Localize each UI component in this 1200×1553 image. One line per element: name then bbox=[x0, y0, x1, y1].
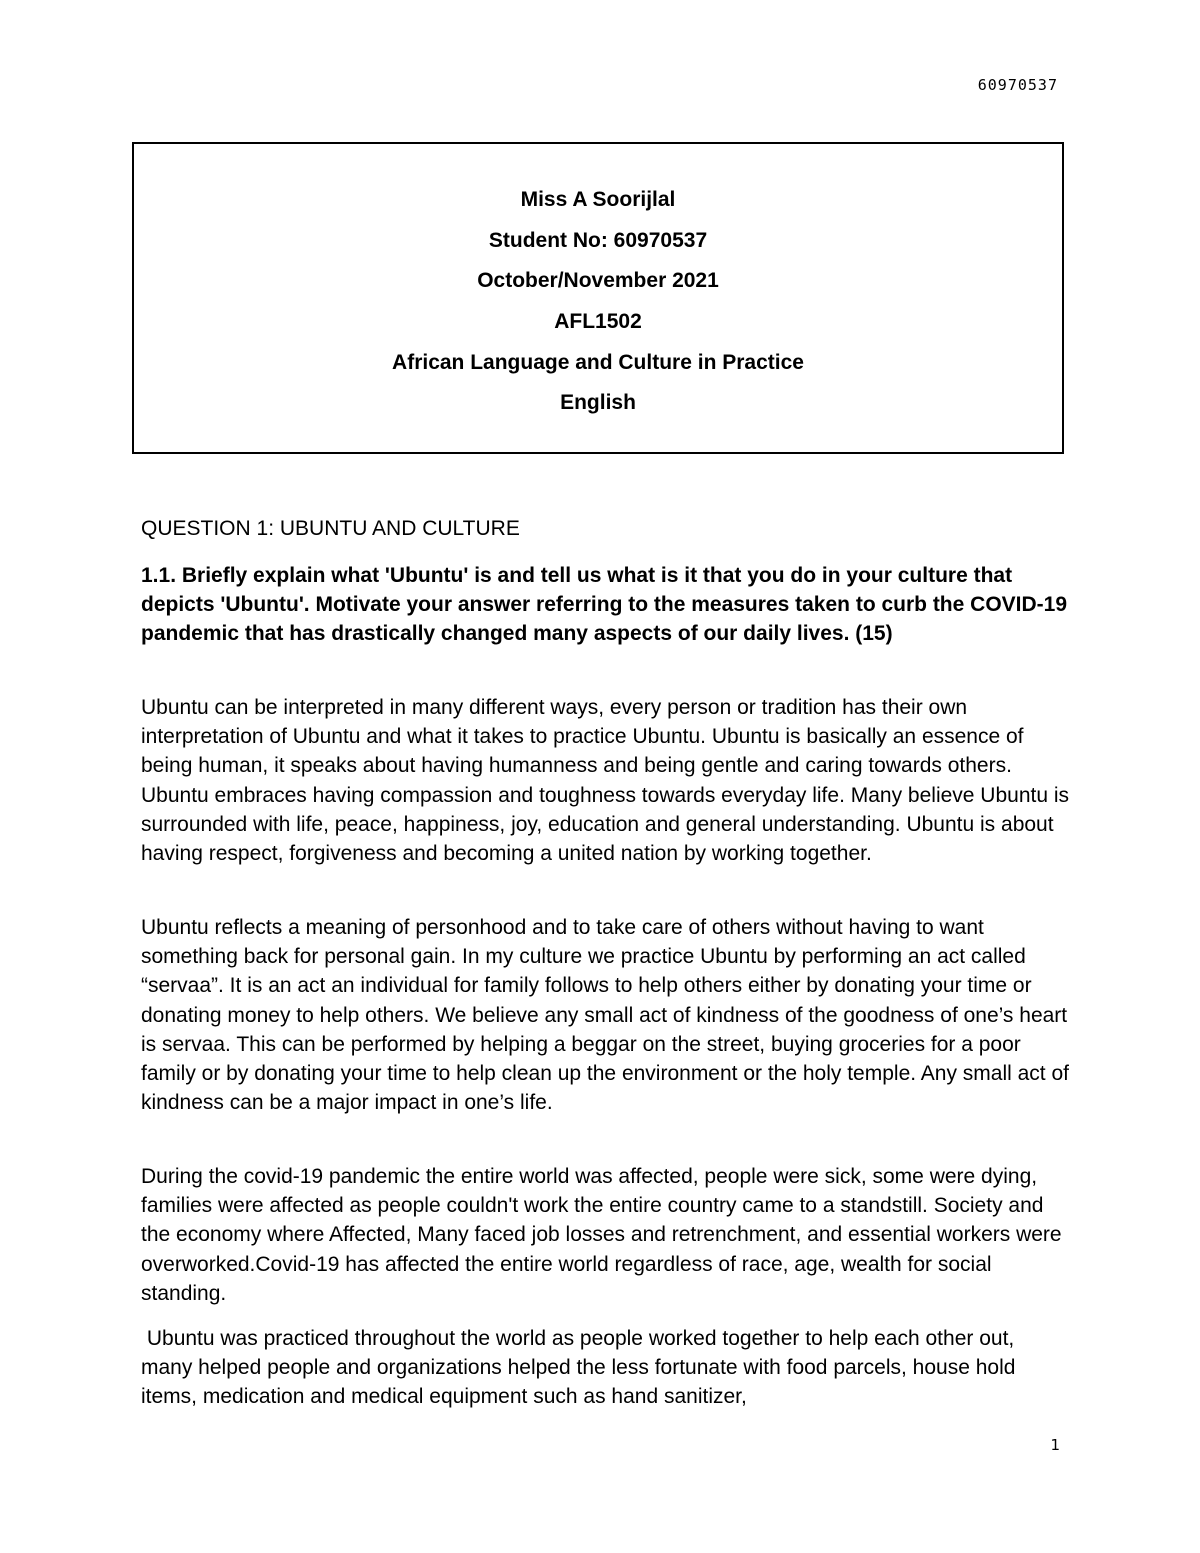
page-number: 1 bbox=[1050, 1436, 1060, 1454]
answer-paragraph: Ubuntu can be interpreted in many different ways, every person or tradition has their own interpretation of Ubuntu and what it takes to practice Ubuntu. Ubuntu is basically an essence of being human, it speaks about having humanness and being gentle and caring towards others. Ubuntu embraces having compassion and toughness towards everyday life. Many believe Ubuntu is surrounded with life, peace, happiness, joy, education and general understanding. Ubuntu is about having respect, forgiveness and becoming a united nation by working together. bbox=[141, 696, 1070, 866]
answer-paragraph: Ubuntu was practiced throughout the world as people worked together to help each other out, many helped people and organizations helped the less fortunate with food parcels, house hold items, medication and medical equipment such as hand sanitizer, bbox=[141, 1327, 1022, 1409]
language: English bbox=[560, 391, 636, 414]
answer-paragraph: Ubuntu reflects a meaning of personhood and to take care of others without having to want something back for personal gain. In my culture we practice Ubuntu by performing an act called “servaa”. It is an act an individual for family follows to help others either by donating your time or donating money to help others. We believe any small act of kindness of the goodness of one’s heart is servaa. This can be performed by helping a beggar on the street, buying groceries for a poor family or by donating your time to help clean up the environment or the holy temple. Any small act of kindness can be a major impact in one’s life. bbox=[141, 916, 1069, 1115]
module-title: African Language and Culture in Practice bbox=[392, 351, 804, 374]
question-heading: QUESTION 1: UBUNTU AND CULTURE bbox=[141, 517, 520, 540]
student-name: Miss A Soorijlal bbox=[520, 188, 676, 211]
submission-date: October/November 2021 bbox=[477, 269, 719, 292]
answer-paragraph: During the covid-19 pandemic the entire world was affected, people were sick, some were dying, families were affected as people couldn't work the entire country came to a standstill. Society and the economy where Affected, Many faced job losses and retrenchment, and essential workers were overworked.Covid-19 has affected the entire world regardless of race, age, wealth for social standing. bbox=[141, 1165, 1062, 1305]
student-number: Student No: 60970537 bbox=[488, 229, 708, 252]
module-code: AFL1502 bbox=[554, 310, 642, 333]
cover-box bbox=[132, 142, 1064, 454]
header-student-id: 60970537 bbox=[977, 76, 1058, 94]
question-prompt: 1.1. Briefly explain what 'Ubuntu' is and tell us what is it that you do in your culture that depicts 'Ubuntu'. Motivate your answer referring to the measures taken to curb the COVID-19 pandemic that has drastically changed many aspects of our daily lives. (15) bbox=[141, 564, 1068, 645]
